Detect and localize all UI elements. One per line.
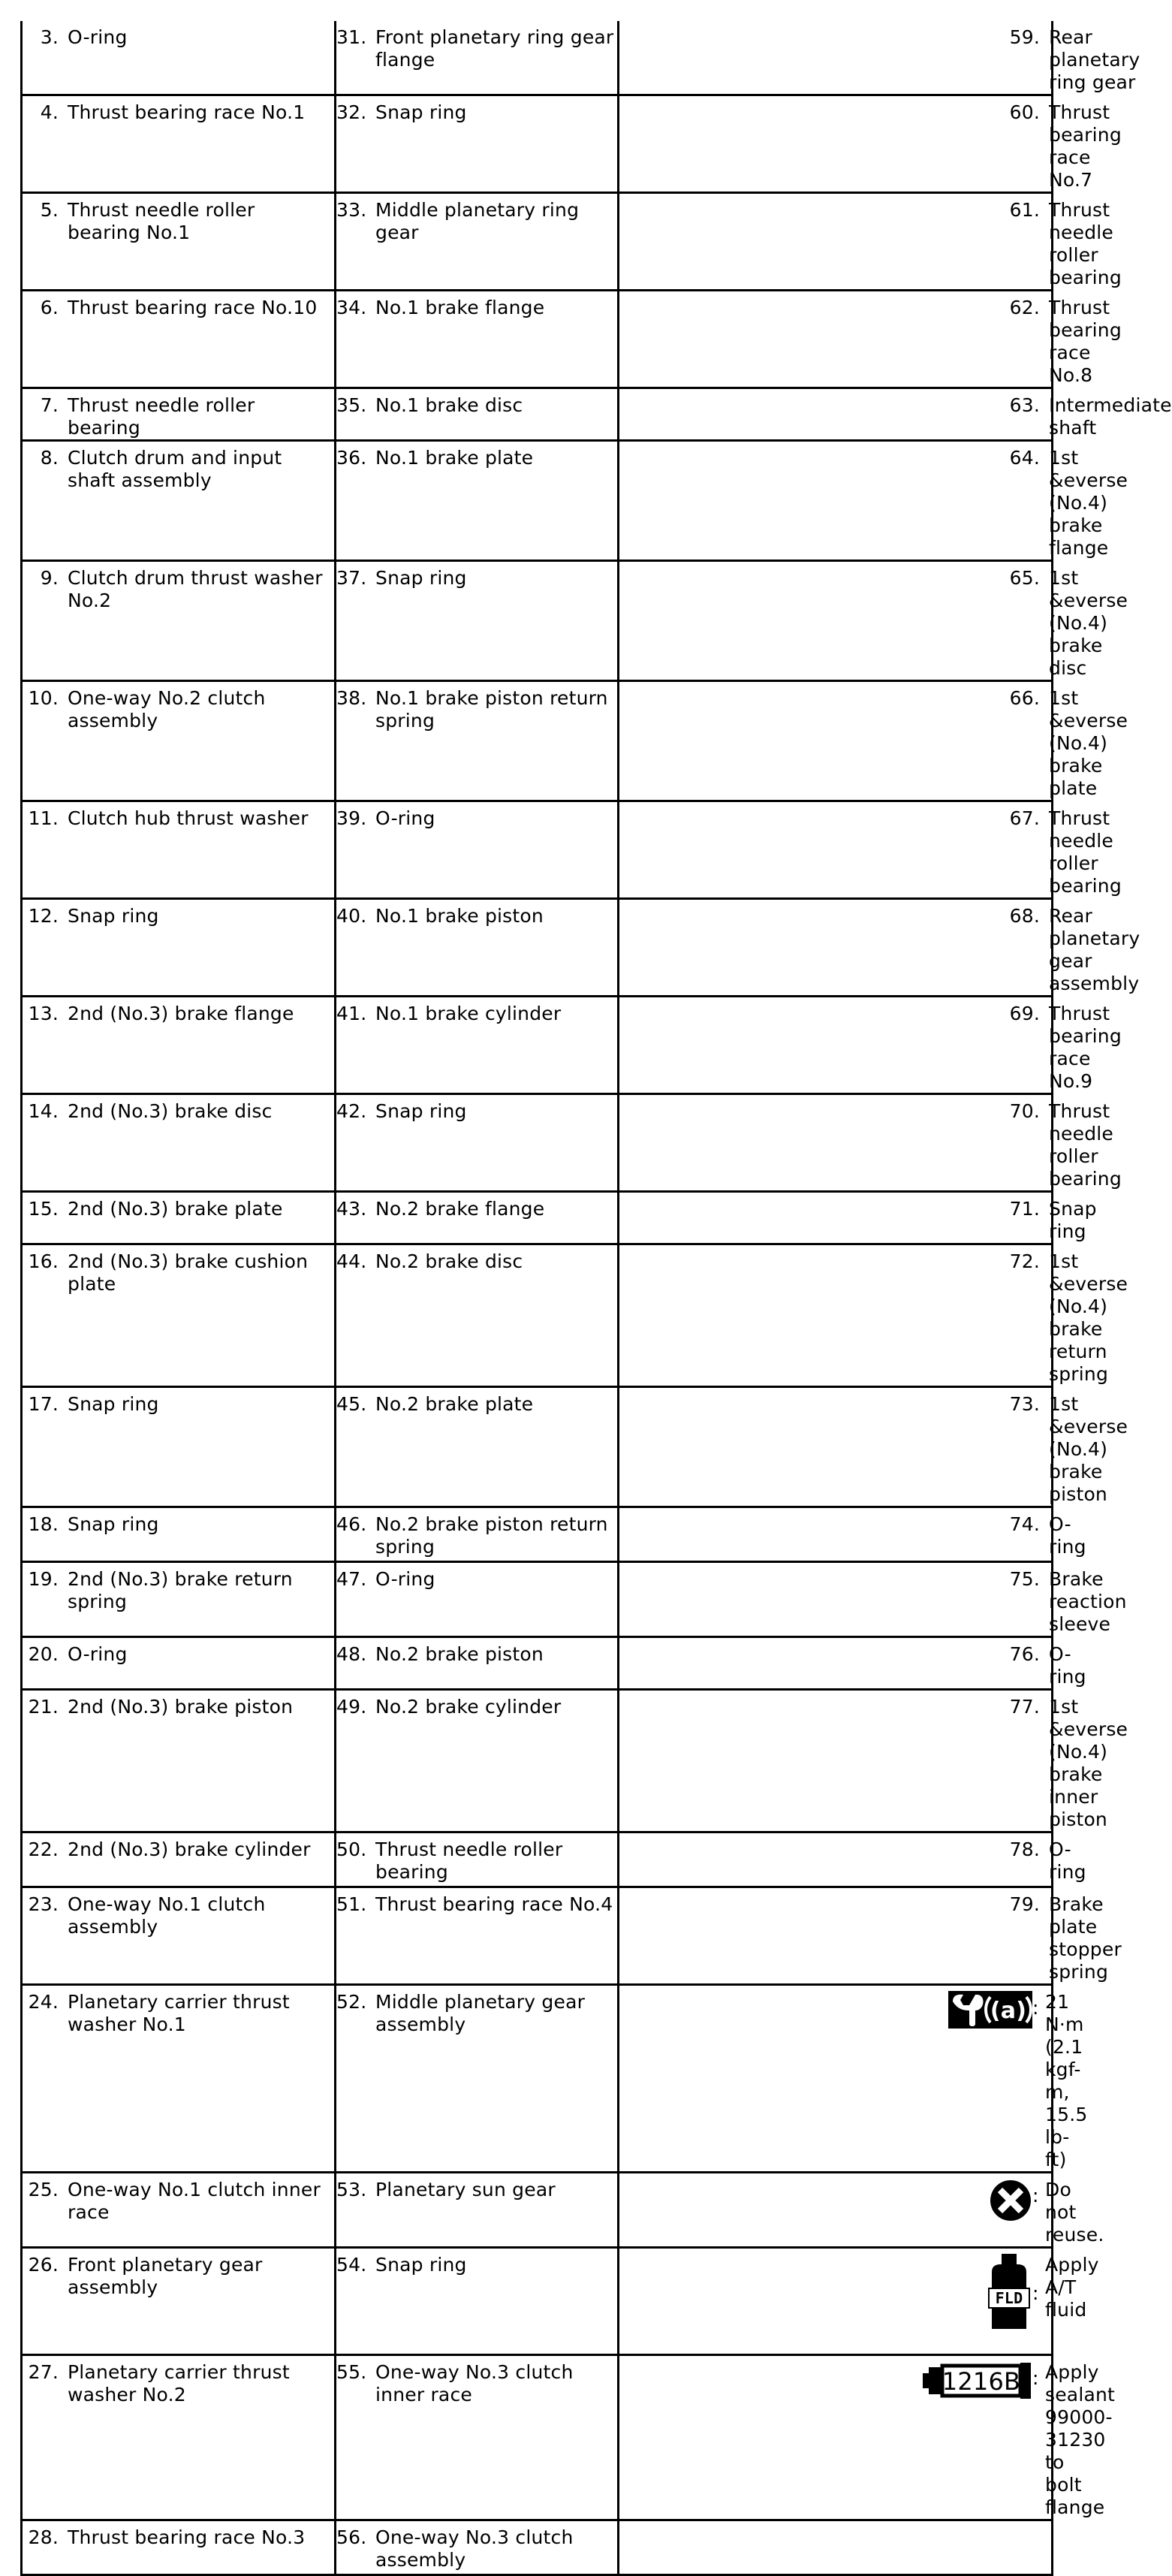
cell-col2: [336, 681, 619, 801]
item-number: 66.: [1009, 687, 1040, 709]
item-name: Front planetary ring gear flange: [375, 26, 614, 71]
cell-col3: [619, 1985, 1088, 2173]
sealant-text: Apply sealant 99000-31230 to bolt flange: [1045, 2361, 1116, 2518]
item-name: O-ring: [375, 807, 435, 829]
item-number: 61.: [1009, 199, 1040, 221]
item-number: 67.: [1009, 807, 1040, 829]
item-name: No.2 brake flange: [375, 1198, 545, 1220]
fluid-label: FLD: [995, 2289, 1023, 2307]
item-number: 65.: [1009, 567, 1040, 589]
item-name: Thrust bearing race No.7: [1049, 101, 1122, 191]
cell-col1: [22, 2248, 336, 2355]
item-number: 50.: [336, 1838, 367, 1860]
cell-col1: [22, 441, 336, 561]
item-name: Planetary sun gear: [375, 2179, 556, 2200]
item-name: One-way No.1 clutch assembly: [68, 1893, 266, 1938]
table-row: [22, 291, 1053, 388]
item-name: Thrust bearing race No.9: [1049, 1003, 1122, 1092]
cell-col3: [619, 1562, 1127, 1637]
item-name: 2nd (No.3) brake cushion plate: [68, 1250, 309, 1295]
cell-col1: [22, 1094, 336, 1192]
item-name: 2nd (No.3) brake cylinder: [68, 1838, 311, 1860]
item-number: 54.: [336, 2254, 367, 2276]
item-name: 1st &everse (No.4) brake plate: [1049, 687, 1128, 799]
do-not-reuse-icon: [989, 2179, 1032, 2222]
item-number: 9.: [40, 567, 59, 589]
item-name: No.1 brake piston return spring: [375, 687, 608, 731]
table-row: [22, 2248, 1053, 2355]
item-name: One-way No.3 clutch inner race: [375, 2361, 574, 2406]
cell-col1: [22, 1985, 336, 2173]
item-number: 20.: [28, 1643, 59, 1665]
item-number: 74.: [1009, 1513, 1040, 1535]
item-number: 78.: [1009, 1838, 1040, 1860]
cell-col1: [22, 1637, 336, 1690]
item-name: Snap ring: [1049, 1198, 1097, 1242]
item-number: 79.: [1009, 1893, 1040, 1915]
item-name: Thrust needle roller bearing: [1049, 1100, 1122, 1190]
cell-col3: [619, 899, 1140, 997]
table-row: [22, 801, 1053, 899]
cell-col3: [619, 1507, 1086, 1562]
item-number: 52.: [336, 1991, 367, 2013]
item-name: O-ring: [1049, 1643, 1086, 1688]
item-name: Front planetary gear assembly: [68, 2254, 263, 2298]
cell-col2: [336, 1832, 619, 1887]
item-name: One-way No.1 clutch inner race: [68, 2179, 321, 2223]
item-name: Thrust bearing race No.1: [68, 101, 306, 123]
item-number: 32.: [336, 101, 367, 123]
item-number: 35.: [336, 394, 367, 416]
item-name: No.2 brake cylinder: [375, 1696, 562, 1718]
item-number: 70.: [1009, 1100, 1040, 1122]
item-number: 24.: [28, 1991, 59, 2013]
item-name: 2nd (No.3) brake piston: [68, 1696, 294, 1718]
table-row: [22, 1985, 1053, 2173]
item-number: 39.: [336, 807, 367, 829]
item-number: 10.: [28, 687, 59, 709]
table-row: [22, 2520, 1053, 2575]
item-number: 49.: [336, 1696, 367, 1718]
cell-col2: [336, 2173, 619, 2248]
item-name: Snap ring: [375, 1100, 467, 1122]
item-name: One-way No.2 clutch assembly: [68, 687, 266, 731]
item-number: 76.: [1009, 1643, 1040, 1665]
table-row: [22, 1094, 1053, 1192]
item-number: 71.: [1009, 1198, 1040, 1220]
item-name: No.1 brake piston: [375, 905, 544, 927]
item-number: 4.: [40, 101, 59, 123]
item-name: No.2 brake plate: [375, 1393, 534, 1415]
item-name: O-ring: [68, 1643, 128, 1665]
item-number: 15.: [28, 1198, 59, 1220]
item-name: No.2 brake piston return spring: [375, 1513, 608, 1558]
cell-col2: [336, 801, 619, 899]
item-name: O-ring: [68, 26, 128, 48]
item-number: 55.: [336, 2361, 367, 2383]
item-name: 1st &everse (No.4) brake inner piston: [1049, 1696, 1128, 1830]
item-number: 59.: [1009, 26, 1040, 48]
item-name: Thrust bearing race No.10: [68, 297, 318, 318]
table-row: [22, 899, 1053, 997]
cell-col2: [336, 1562, 619, 1637]
item-name: Clutch hub thrust washer: [68, 807, 309, 829]
item-name: 2nd (No.3) brake plate: [68, 1198, 283, 1220]
item-name: Thrust bearing race No.4: [375, 1893, 613, 1915]
item-number: 36.: [336, 447, 367, 469]
cell-col2: [336, 2248, 619, 2355]
cell-col1: [22, 388, 336, 441]
cell-col1: [22, 21, 336, 95]
item-name: Thrust needle roller bearing: [68, 394, 255, 439]
table-row: [22, 1637, 1053, 1690]
item-name: Thrust needle roller bearing: [1049, 807, 1122, 897]
item-name: No.1 brake disc: [375, 394, 523, 416]
cell-col1: [22, 1387, 336, 1507]
item-name: Middle planetary gear assembly: [375, 1991, 586, 2035]
parts-list-sheet: [20, 21, 1172, 2576]
item-number: 47.: [336, 1568, 367, 1590]
cell-col1: [22, 291, 336, 388]
item-number: 73.: [1009, 1393, 1040, 1415]
item-name: Snap ring: [375, 2254, 467, 2276]
item-number: 77.: [1009, 1696, 1040, 1718]
item-name: 1st &everse (No.4) brake disc: [1049, 567, 1128, 679]
cell-col1: [22, 1244, 336, 1387]
cell-col3: [619, 1690, 1128, 1832]
item-number: 63.: [1009, 394, 1040, 416]
item-name: No.1 brake plate: [375, 447, 534, 469]
legend-torque: [619, 1991, 1088, 2171]
item-name: 1st &everse (No.4) brake return spring: [1049, 1250, 1128, 1385]
fluid-bottle-icon: [986, 2254, 1032, 2330]
cell-col2: [336, 1192, 619, 1244]
item-number: 26.: [28, 2254, 59, 2276]
cell-col1: [22, 2355, 336, 2520]
item-name: Brake reaction sleeve: [1049, 1568, 1127, 1635]
item-number: 6.: [40, 297, 59, 318]
item-number: 12.: [28, 905, 59, 927]
torque-wrench-icon: [948, 1991, 1032, 2029]
table-row: [22, 1387, 1053, 1507]
cell-col1: [22, 2173, 336, 2248]
cell-col1: [22, 1192, 336, 1244]
item-name: Snap ring: [68, 1513, 159, 1535]
cell-col3: [619, 2173, 1104, 2248]
cell-col1: [22, 2520, 336, 2575]
item-name: Intermediate shaft: [1049, 394, 1172, 439]
item-name: 1st &everse (No.4) brake flange: [1049, 447, 1128, 559]
item-number: 14.: [28, 1100, 59, 1122]
item-number: 75.: [1009, 1568, 1040, 1590]
table-row: [22, 681, 1053, 801]
cell-col2: [336, 1094, 619, 1192]
table-row: [22, 1832, 1053, 1887]
item-number: 64.: [1009, 447, 1040, 469]
item-number: 37.: [336, 567, 367, 589]
item-number: 72.: [1009, 1250, 1040, 1272]
item-number: 48.: [336, 1643, 367, 1665]
cell-col2: [336, 1887, 619, 1985]
cell-col2: [336, 388, 619, 441]
legend-colon: :: [1032, 2185, 1039, 2206]
torque-label: (a): [990, 1998, 1027, 2024]
item-number: 21.: [28, 1696, 59, 1718]
item-name: 2nd (No.3) brake disc: [68, 1100, 273, 1122]
item-number: 46.: [336, 1513, 367, 1535]
item-number: 5.: [40, 199, 59, 221]
item-number: 34.: [336, 297, 367, 318]
table-row: [22, 1887, 1053, 1985]
item-number: 3.: [40, 26, 59, 48]
cell-col3: [619, 2248, 1099, 2355]
cell-col3: [619, 291, 1122, 388]
legend-sealant: [619, 2361, 1116, 2519]
item-name: Snap ring: [68, 1393, 159, 1415]
cell-col3: [619, 388, 1172, 441]
cell-col1: [22, 1562, 336, 1637]
cell-col3: [619, 1637, 1086, 1690]
item-name: Snap ring: [375, 567, 467, 589]
cell-col2: [336, 2355, 619, 2520]
item-name: Thrust bearing race No.3: [68, 2526, 306, 2548]
item-name: Snap ring: [68, 905, 159, 927]
cell-col3: [619, 193, 1122, 291]
cell-col2: [336, 1637, 619, 1690]
cell-col3: [619, 801, 1122, 899]
sealant-label: 1216B: [942, 2367, 1021, 2396]
cell-col1: [22, 193, 336, 291]
item-number: 40.: [336, 905, 367, 927]
item-number: 43.: [336, 1198, 367, 1220]
table-row: [22, 388, 1053, 441]
legend-colon: :: [1032, 2282, 1039, 2304]
legend-colon: :: [1032, 2367, 1039, 2389]
cell-col3: [619, 21, 1140, 95]
legend-no-reuse: [619, 2179, 1104, 2246]
item-number: 68.: [1009, 905, 1040, 927]
cell-col2: [336, 1690, 619, 1832]
item-name: Thrust needle roller bearing No.1: [68, 199, 255, 243]
table-row: [22, 1192, 1053, 1244]
cell-col3: [619, 95, 1122, 193]
cell-col1: [22, 1832, 336, 1887]
cell-col3: [619, 1887, 1122, 1985]
item-name: No.1 brake cylinder: [375, 1003, 562, 1024]
item-number: 27.: [28, 2361, 59, 2383]
cell-col2: [336, 1985, 619, 2173]
item-name: Thrust needle roller bearing: [1049, 199, 1122, 288]
cell-col2: [336, 1244, 619, 1387]
table-row: [22, 1562, 1053, 1637]
cell-col3: [619, 681, 1128, 801]
cell-col2: [336, 193, 619, 291]
item-number: 41.: [336, 1003, 367, 1024]
cell-col3: [619, 997, 1122, 1094]
item-name: Rear planetary gear assembly: [1049, 905, 1140, 994]
cell-col3-empty: [619, 2520, 1053, 2575]
item-name: O-ring: [375, 1568, 435, 1590]
parts-table: [20, 21, 1172, 2576]
table-row: [22, 21, 1053, 95]
item-name: O-ring: [1049, 1513, 1086, 1558]
item-name: 1st &everse (No.4) brake piston: [1049, 1393, 1128, 1505]
item-name: No.2 brake disc: [375, 1250, 523, 1272]
item-name: Rear planetary ring gear: [1049, 26, 1140, 93]
cell-col1: [22, 1690, 336, 1832]
cell-col3: [619, 561, 1128, 681]
item-number: 22.: [28, 1838, 59, 1860]
cell-col2: [336, 1387, 619, 1507]
cell-col1: [22, 95, 336, 193]
item-number: 25.: [28, 2179, 59, 2200]
table-row: [22, 997, 1053, 1094]
cell-col2: [336, 561, 619, 681]
item-number: 17.: [28, 1393, 59, 1415]
item-number: 33.: [336, 199, 367, 221]
cell-col3: [619, 1094, 1122, 1192]
cell-col1: [22, 681, 336, 801]
cell-col3: [619, 441, 1128, 561]
table-row: [22, 193, 1053, 291]
cell-col2: [336, 21, 619, 95]
item-number: 44.: [336, 1250, 367, 1272]
cell-col2: [336, 997, 619, 1094]
cell-col1: [22, 561, 336, 681]
table-row: [22, 95, 1053, 193]
item-number: 19.: [28, 1568, 59, 1590]
item-number: 56.: [336, 2526, 367, 2548]
item-name: 2nd (No.3) brake return spring: [68, 1568, 293, 1612]
item-number: 31.: [336, 26, 367, 48]
torque-text: 21 N·m (2.1 kgf-m, 15.5 lb-ft): [1045, 1991, 1088, 2170]
cell-col1: [22, 997, 336, 1094]
table-row: [22, 561, 1053, 681]
cell-col2: [336, 899, 619, 997]
cell-col1: [22, 801, 336, 899]
item-name: O-ring: [1049, 1838, 1086, 1883]
cell-col1: [22, 899, 336, 997]
legend-colon: :: [1032, 1997, 1039, 2019]
item-number: 38.: [336, 687, 367, 709]
table-row: [22, 2173, 1053, 2248]
item-name: Snap ring: [375, 101, 467, 123]
item-name: Thrust needle roller bearing: [375, 1838, 563, 1883]
cell-col2: [336, 291, 619, 388]
table-row: [22, 2355, 1053, 2520]
item-name: No.2 brake piston: [375, 1643, 544, 1665]
item-number: 51.: [336, 1893, 367, 1915]
item-name: Middle planetary ring gear: [375, 199, 580, 243]
item-name: Planetary carrier thrust washer No.2: [68, 2361, 290, 2406]
item-number: 45.: [336, 1393, 367, 1415]
item-name: Clutch drum thrust washer No.2: [68, 567, 323, 611]
cell-col2: [336, 95, 619, 193]
item-number: 23.: [28, 1893, 59, 1915]
item-name: Brake plate stopper spring: [1049, 1893, 1122, 1983]
item-name: Planetary carrier thrust washer No.1: [68, 1991, 290, 2035]
item-number: 69.: [1009, 1003, 1040, 1024]
cell-col3: [619, 1832, 1086, 1887]
fluid-text: Apply A/T fluid: [1045, 2254, 1099, 2321]
item-name: Thrust bearing race No.8: [1049, 297, 1122, 386]
item-number: 16.: [28, 1250, 59, 1272]
cell-col3: [619, 1244, 1128, 1387]
item-number: 7.: [40, 394, 59, 416]
cell-col1: [22, 1887, 336, 1985]
item-name: 2nd (No.3) brake flange: [68, 1003, 294, 1024]
item-number: 8.: [40, 447, 59, 469]
item-number: 18.: [28, 1513, 59, 1535]
item-number: 42.: [336, 1100, 367, 1122]
item-number: 11.: [28, 807, 59, 829]
item-number: 53.: [336, 2179, 367, 2200]
no-reuse-text: Do not reuse.: [1045, 2179, 1104, 2246]
cell-col3: [619, 1192, 1097, 1244]
item-number: 28.: [28, 2526, 59, 2548]
cell-col3: [619, 1387, 1128, 1507]
item-name: Clutch drum and input shaft assembly: [68, 447, 282, 491]
cell-col2: [336, 441, 619, 561]
cell-col1: [22, 1507, 336, 1562]
table-row: [22, 1244, 1053, 1387]
legend-fluid: [619, 2254, 1099, 2330]
cell-col3: [619, 2355, 1116, 2520]
table-row: [22, 441, 1053, 561]
item-number: 62.: [1009, 297, 1040, 318]
item-number: 13.: [28, 1003, 59, 1024]
table-row: [22, 1507, 1053, 1562]
sealant-tube-icon: [923, 2361, 1032, 2400]
cell-col2: [336, 2520, 619, 2575]
cell-col2: [336, 1507, 619, 1562]
table-row: [22, 1690, 1053, 1832]
item-number: 60.: [1009, 101, 1040, 123]
item-name: One-way No.3 clutch assembly: [375, 2526, 574, 2571]
item-name: No.1 brake flange: [375, 297, 545, 318]
